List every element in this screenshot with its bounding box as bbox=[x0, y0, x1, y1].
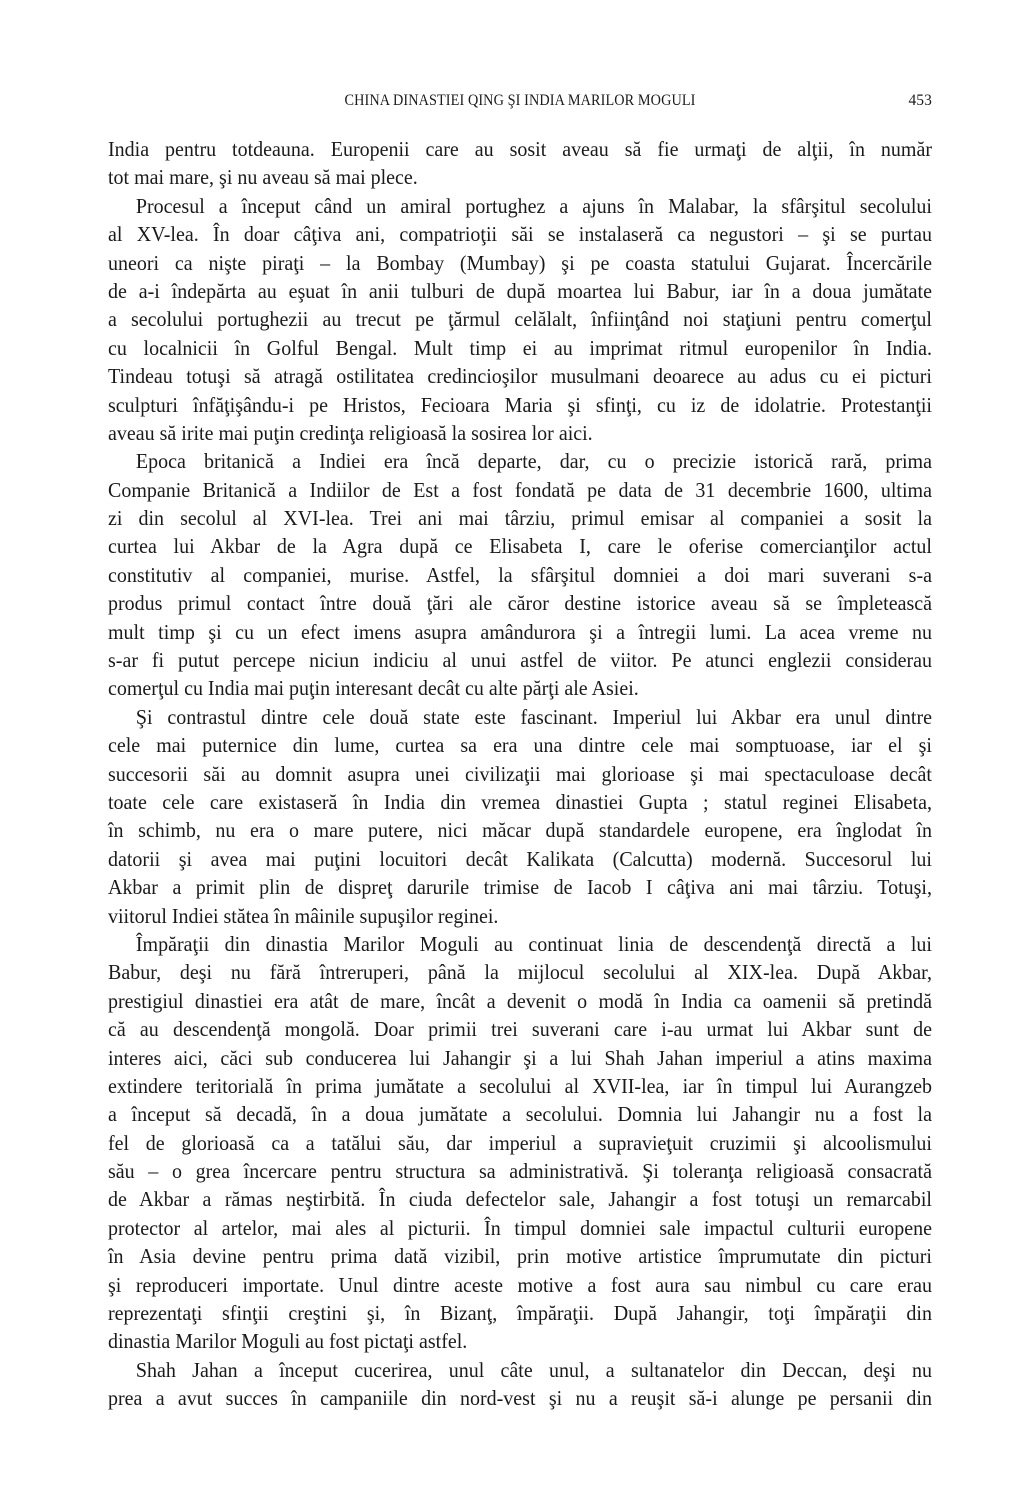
text-line: că au descendenţă mongolă. Doar primii trei suverani care i-au urmat lui Akbar sunt de bbox=[108, 1017, 932, 1042]
text-line: mult timp şi cu un efect imens asupra amândurora şi a întregii lumi. La acea vreme nu bbox=[108, 619, 932, 644]
text-line: său – o grea încercare pentru structura sa administrativă. Şi toleranţa religioasă consacrată bbox=[108, 1159, 932, 1184]
text-line: prestigiul dinastiei era atât de mare, încât a devenit o modă în India ca oamenii să pretindă bbox=[108, 988, 932, 1013]
text-line: extindere teritorială în prima jumătate a secolului al XVII-lea, iar în timpul lui Aurangzeb bbox=[108, 1073, 932, 1098]
text-line: Procesul a început când un amiral portughez a ajuns în Malabar, la sfârşitul secolului bbox=[135, 193, 932, 218]
text-line: curtea lui Akbar de la Agra după ce Elisabeta I, care le oferise comercianţilor actul bbox=[108, 534, 932, 559]
text-line: tot mai mare, şi nu aveau să mai plece. bbox=[108, 165, 418, 190]
text-line: uneori ca nişte piraţi – la Bombay (Mumbay) şi pe coasta statului Gujarat. Încercările bbox=[108, 250, 932, 275]
text-line: în schimb, nu era o mare putere, nici măcar după standardele europene, era înglodat în bbox=[108, 818, 932, 843]
text-line: interes aici, căci sub conducerea lui Jahangir şi a lui Shah Jahan imperiul a atins maxima bbox=[108, 1045, 932, 1070]
text-line: Epoca britanică a Indiei era încă departe, dar, cu o precizie istorică rară, prima bbox=[135, 449, 932, 474]
text-line: Babur, deşi nu fără întreruperi, până la mijlocul secolului al XIX-lea. După Akbar, bbox=[108, 960, 932, 985]
text-line: s-ar fi putut percepe niciun indiciu al unui astfel de viitor. Pe atunci englezii considerau bbox=[108, 648, 932, 673]
paragraph bbox=[108, 930, 932, 1356]
text-line: de a-i îndepărta au eşuat în anii tulburi de după moartea lui Babur, iar în a doua jumătate bbox=[108, 278, 932, 303]
text-line: Împăraţii din dinastia Marilor Moguli au continuat linia de descendenţă directă a lui bbox=[135, 931, 932, 956]
text-line: Tindeau totuşi să atragă ostilitatea credincioşilor musulmani deoarece au adus cu ei picturi bbox=[108, 364, 932, 389]
paragraph bbox=[108, 135, 932, 192]
text-line: Akbar a primit plin de dispreţ darurile trimise de Iacob I câţiva ani mai târziu. Totuşi, bbox=[108, 875, 932, 900]
text-line: datorii şi avea mai puţini locuitori decât Kalikata (Calcutta) modernă. Succesorul lui bbox=[108, 846, 932, 871]
text-line: în Asia devine pentru prima dată vizibil, prin motive artistice împrumutate din picturi bbox=[108, 1244, 932, 1269]
paragraph bbox=[108, 447, 932, 703]
text-line: viitorul Indiei stătea în mâinile supuşilor reginei. bbox=[108, 903, 499, 928]
text-line: reprezentaţi sfinţii creştini şi, în Bizanţ, împăraţii. După Jahangir, toţi împăraţii din bbox=[108, 1301, 932, 1326]
text-line: al XV-lea. În doar câţiva ani, compatrioţii săi se instalaseră ca negustori – şi se purtau bbox=[108, 222, 932, 247]
text-line: Companie Britanică a Indiilor de Est a fost fondată pe data de 31 decembrie 1600, ultima bbox=[108, 477, 932, 502]
text-line: fel de glorioasă ca a tatălui său, dar imperiul a supravieţuit cruzimii şi alcoolismului bbox=[108, 1130, 932, 1155]
text-line: Shah Jahan a început cucerirea, unul câte unul, a sultanatelor din Deccan, deşi nu bbox=[135, 1357, 932, 1382]
running-title: CHINA DINASTIEI QING ŞI INDIA MARILOR MOGULI bbox=[344, 92, 696, 109]
text-line: aveau să irite mai puţin credinţa religioasă la sosirea lor aici. bbox=[108, 420, 593, 445]
body-text bbox=[108, 135, 932, 1413]
text-line: India pentru totdeauna. Europenii care au sosit aveau să fie urmaţi de alţii, în număr bbox=[108, 137, 932, 161]
text-line: Şi contrastul dintre cele două state este fascinant. Imperiul lui Akbar era unul dintre bbox=[135, 704, 932, 729]
text-line: toate cele care existaseră în India din vremea dinastiei Gupta ; statul reginei Elisabeta, bbox=[108, 789, 932, 814]
text-line: a secolului portughezii au trecut pe ţărmul celălalt, înfiinţând noi staţiuni pentru comerţul bbox=[108, 307, 932, 332]
text-line: prea a avut succes în campaniile din nord-vest şi nu a reuşit să-i alunge pe persanii din bbox=[108, 1386, 932, 1411]
text-line: comerţul cu India mai puţin interesant decât cu alte părţi ale Asiei. bbox=[108, 676, 639, 701]
text-line: constitutiv al companiei, murise. Astfel, la sfârşitul domniei a doi mari suverani s-a bbox=[108, 562, 932, 587]
text-line: de Akbar a rămas neştirbită. În ciuda defectelor sale, Jahangir a fost totuşi un remarcabil bbox=[108, 1187, 932, 1212]
text-line: succesorii săi au domnit asupra unei civilizaţii mai glorioase şi mai spectaculoase decât bbox=[108, 761, 932, 786]
text-line: sculpturi înfăţişându-i pe Hristos, Fecioara Maria şi sfinţi, cu iz de idolatrie. Protestanţii bbox=[108, 392, 932, 417]
text-line: şi reproduceri importate. Unul dintre aceste motive a fost aura sau nimbul cu care erau bbox=[108, 1272, 932, 1297]
text-line: cele mai puternice din lume, curtea sa era una dintre cele mai somptuoase, iar el şi bbox=[108, 733, 932, 758]
text-line: dinastia Marilor Moguli au fost pictaţi astfel. bbox=[108, 1329, 468, 1354]
page-number: 453 bbox=[908, 92, 932, 109]
text-line: produs primul contact între două ţări ale căror destine istorice aveau să se împletească bbox=[108, 591, 932, 616]
running-header bbox=[108, 90, 932, 114]
paragraph bbox=[108, 703, 932, 930]
text-line: protector al artelor, mai ales al picturii. În timpul domniei sale impactul culturii europene bbox=[108, 1215, 932, 1240]
paragraph bbox=[108, 192, 932, 448]
text-line: a început să decadă, în a doua jumătate a secolului. Domnia lui Jahangir nu a fost la bbox=[108, 1102, 932, 1127]
text-line: zi din secolul al XVI-lea. Trei ani mai târziu, primul emisar al companiei a sosit la bbox=[108, 506, 932, 531]
text-line: cu localnicii în Golful Bengal. Mult timp ei au imprimat ritmul europenilor în India. bbox=[108, 335, 932, 360]
paragraph bbox=[108, 1356, 932, 1413]
